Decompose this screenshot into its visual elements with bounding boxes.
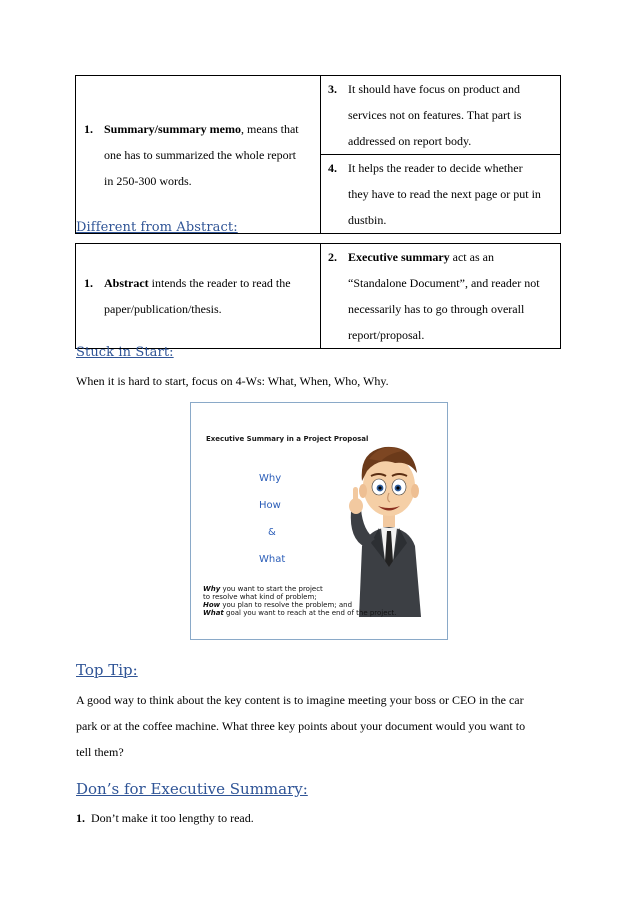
figure-note-text: you want to start the project [220, 585, 323, 593]
figure-note-keyword: What [203, 609, 224, 617]
donts-list [76, 805, 566, 831]
list-item [321, 155, 560, 233]
figure-word-and: & [268, 527, 276, 538]
figure-note-keyword: Why [203, 585, 221, 593]
item-term: Summary/summary memo [104, 121, 241, 136]
heading-donts: Don’s for Executive Summary: [76, 780, 308, 798]
item-number: 3. [328, 82, 337, 96]
heading-different-from-abstract: Different from Abstract: [76, 220, 238, 235]
item-text: one has to summarized the whole report [104, 147, 296, 162]
item-text: Don’t make it too lengthy to read. [91, 811, 254, 825]
figure-note-text: you plan to resolve the problem; and [220, 601, 353, 609]
list-item [76, 270, 320, 322]
stuck-paragraph: When it is hard to start, focus on 4-Ws: What, When, Who, Why. [76, 374, 389, 388]
heading-top-tip: Top Tip: [76, 661, 138, 679]
summary-left-cell [76, 76, 321, 234]
tip-line: tell them? [76, 745, 124, 759]
figure-note-keyword: How [203, 601, 221, 609]
item-text: intends the reader to read the [148, 276, 291, 290]
figure-word-why: Why [259, 473, 282, 484]
list-item [321, 244, 560, 348]
tip-line: A good way to think about the key content is to imagine meeting your boss or CEO in the car [76, 693, 524, 707]
item-text: in 250-300 words. [104, 173, 192, 188]
figure-note-line [203, 609, 396, 617]
list-item [321, 76, 560, 154]
item-number: 1. [84, 276, 93, 290]
list-item [76, 116, 320, 194]
item-term: Executive summary [348, 250, 450, 264]
item-number: 2. [328, 250, 337, 264]
item-text: It helps the reader to decide whether [348, 161, 523, 175]
item-text: they have to read the next page or put in [348, 187, 541, 201]
figure-note-line [203, 585, 396, 593]
item-text: act as an [449, 250, 494, 264]
figure-word-what: What [259, 554, 286, 565]
figure-title: Executive Summary in a Project Proposal [206, 435, 369, 443]
abstract-right-cell [321, 244, 561, 349]
item-term: Abstract [104, 276, 149, 290]
figure-note [203, 585, 396, 617]
figure-note-text: to resolve what kind of problem; [203, 593, 317, 601]
summary-table [75, 75, 561, 234]
item-text: paper/publication/thesis. [104, 302, 222, 316]
heading-stuck-in-start: Stuck in Start: [76, 345, 174, 360]
item-text: services not on features. That part is [348, 108, 522, 122]
item-text: necessarily has to go through overall [348, 302, 525, 316]
abstract-table [75, 243, 561, 349]
item-number: 4. [328, 161, 337, 175]
item-number: 1. [84, 121, 93, 136]
list-item [76, 805, 566, 831]
tip-paragraph [76, 687, 576, 765]
figure-word-how: How [259, 500, 281, 511]
summary-right-cell-3 [321, 76, 561, 155]
item-text: addressed on report body. [348, 134, 472, 148]
abstract-left-cell [76, 244, 321, 349]
item-number: 1. [76, 811, 85, 825]
figure-note-text: goal you want to reach at the end of the project. [223, 609, 397, 617]
summary-right-cell-4 [321, 155, 561, 234]
item-text: dustbin. [348, 213, 387, 227]
item-text: report/proposal. [348, 328, 425, 342]
item-text: “Standalone Document”, and reader not [348, 276, 540, 290]
tip-line: park or at the coffee machine. What three key points about your document would you want to [76, 719, 526, 733]
figure-note-line [203, 601, 396, 609]
figure-note-line [203, 593, 396, 601]
item-text: , means that [240, 121, 299, 136]
item-text: It should have focus on product and [348, 82, 520, 96]
executive-summary-figure [190, 402, 448, 640]
